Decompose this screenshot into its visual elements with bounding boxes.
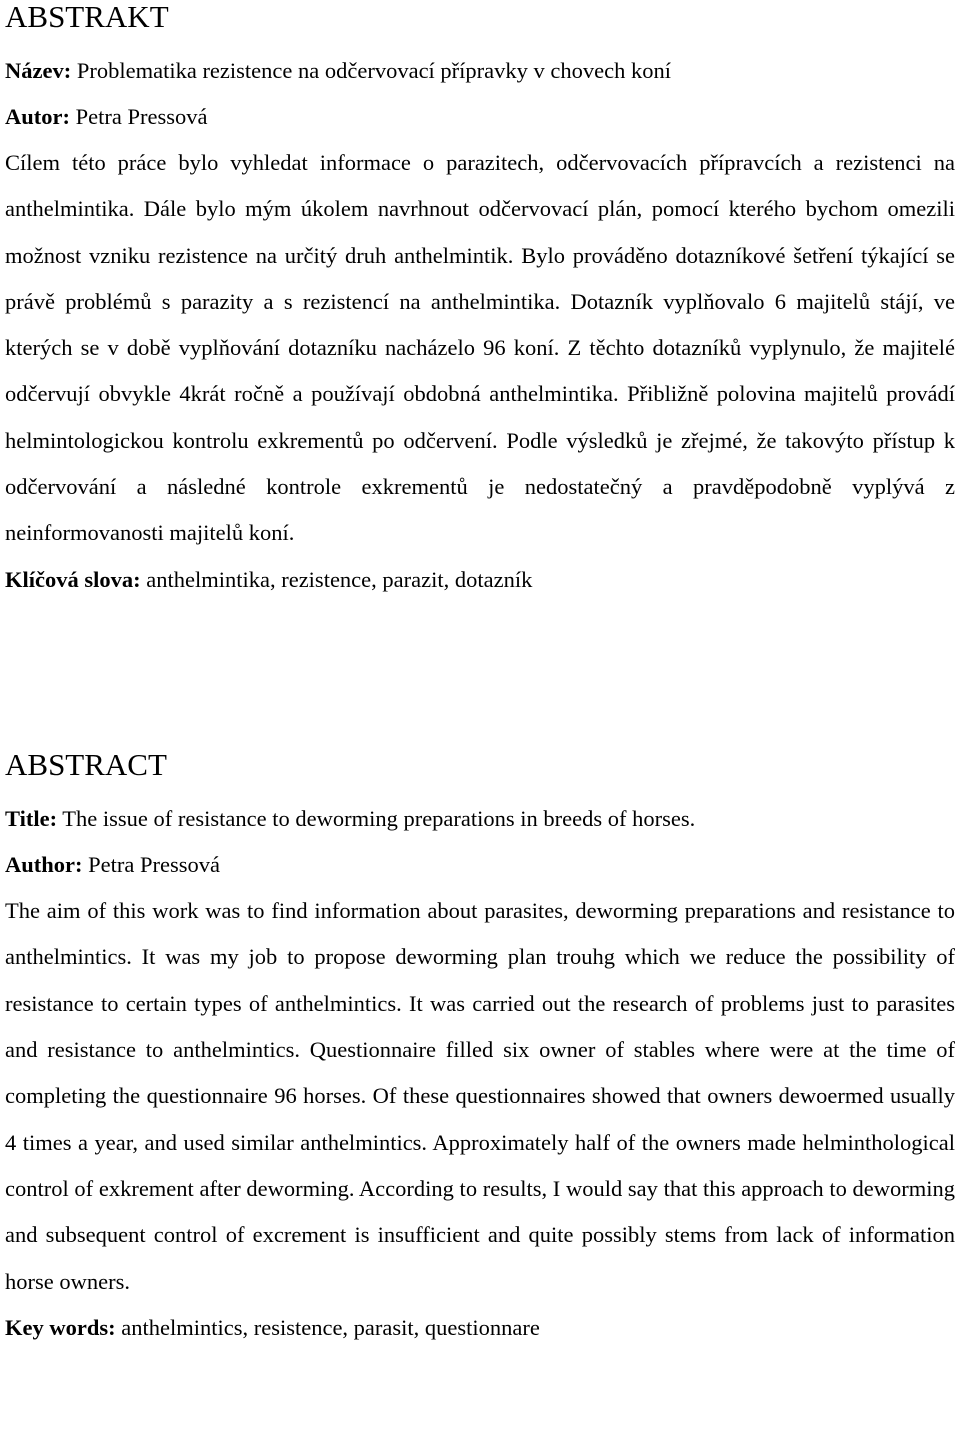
czech-author-line	[5, 94, 955, 140]
english-keywords-label: Key words:	[5, 1315, 116, 1341]
czech-abstract-text: Cílem této práce bylo vyhledat informace o parazitech, odčervovacích přípravcích a rezistenci na anthelmintika. Dále bylo mým úkolem navrhnout odčervovací plán, pomocí kterého bychom omezili možnost vzniku rezistence na určitý druh anthelmintik. Bylo prováděno dotazníkové šetření týkající se právě problémů s parazity a s rezistencí na anthelmintika. Dotazník vyplňovalo 6 majitelů stájí, ve kterých se v době vyplňování dotazníku nacházelo 96 koní. Z těchto dotazníků vyplynulo, že majitelé odčervují obvykle 4krát ročně a používají obdobná anthelmintika. Přibližně polovina majitelů provádí helmintologickou kontrolu exkrementů po odčervení. Podle výsledků je zřejmé, že takovýto přístup k odčervování a následné kontrole exkrementů je nedostatečný a pravděpodobně vyplývá z neinformovanosti majitelů koní.	[5, 150, 955, 546]
czech-keywords-value: anthelmintika, rezistence, parazit, dotazník	[146, 566, 533, 592]
czech-title-label: Název:	[5, 58, 72, 83]
english-abstract-text: The aim of this work was to find information about parasites, deworming preparations and resistance to anthelmintics. It was my job to propose deworming plan trouhg which we reduce the possibility of resistance to certain types of anthelmintics. It was carried out the research of problems just to parasites and resistance to anthelmintics. Questionnaire filled six owner of stables where were at the time of completing the questionnaire 96 horses. Of these questionnaires showed that owners dewoermed usually 4 times a year, and used similar anthelmintics. Approximately half of the owners made helminthological control of exkrement after deworming. According to results, I would say that this approach to deworming and subsequent control of excrement is insufficient and quite possibly stems from lack of information horse owners.	[5, 898, 955, 1294]
english-keywords-line	[5, 1305, 955, 1351]
czech-title-line	[5, 48, 955, 94]
czech-abstract-section	[5, 0, 955, 603]
english-title-label: Title:	[5, 806, 58, 831]
czech-author-value: Petra Pressová	[75, 104, 208, 129]
english-title-line	[5, 796, 955, 842]
czech-keywords-line	[5, 557, 955, 603]
document-page	[5, 0, 955, 603]
czech-title-value: Problematika rezistence na odčervovací přípravky v chovech koní	[76, 58, 671, 83]
english-heading: ABSTRACT	[5, 747, 167, 782]
czech-author-label: Autor:	[5, 104, 70, 129]
czech-heading: ABSTRAKT	[5, 0, 169, 34]
czech-keywords-label: Klíčová slova:	[5, 566, 141, 592]
english-title-value: The issue of resistance to deworming preparations in breeds of horses.	[62, 806, 696, 831]
english-author-label: Author:	[5, 852, 83, 877]
english-author-line	[5, 842, 955, 888]
english-keywords-value: anthelmintics, resistence, parasit, questionnare	[121, 1315, 540, 1341]
english-abstract-section	[5, 748, 955, 1351]
english-author-value: Petra Pressová	[88, 852, 220, 877]
